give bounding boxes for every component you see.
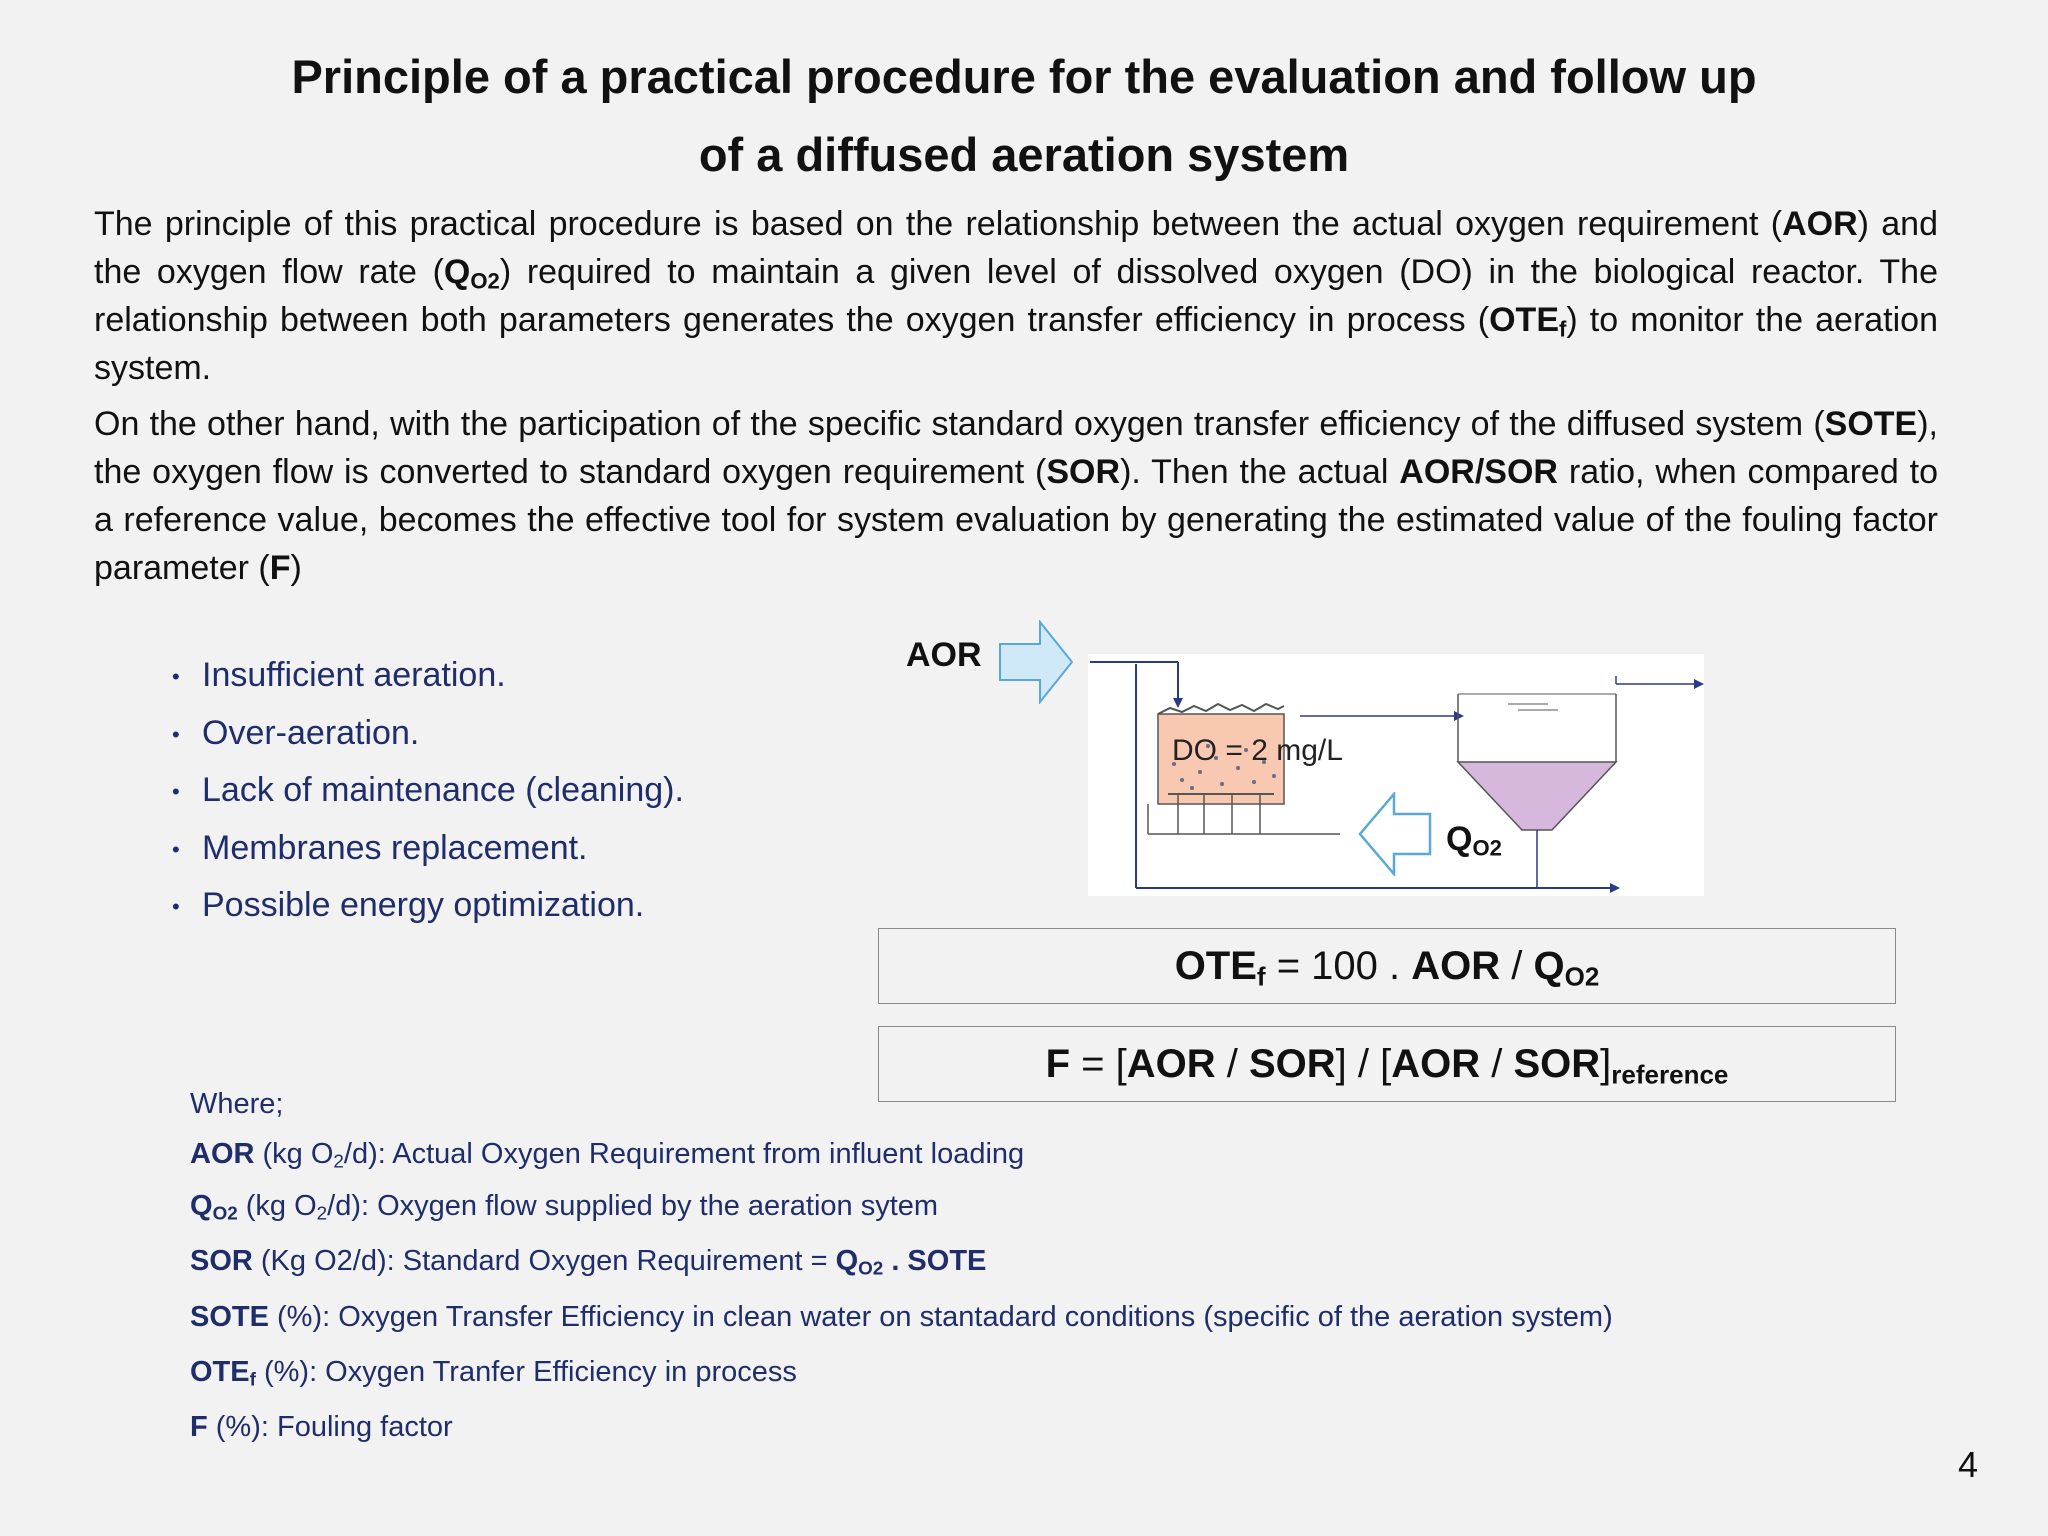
second-paragraph	[94, 400, 1938, 592]
sote-term: SOTE	[1824, 405, 1918, 443]
text: ) and the oxygen flow rate (	[94, 205, 1938, 291]
bullet-text: Lack of maintenance (cleaning).	[202, 771, 684, 809]
text: ), the oxygen flow is converted to standard oxygen requirement (	[94, 405, 1938, 491]
text: ). Then the actual	[1120, 453, 1400, 491]
bullet-item	[172, 763, 684, 821]
bullet-text: Membranes replacement.	[202, 828, 588, 867]
text: The principle of this practical procedure is based on the relationship between the actual oxygen requirement (	[94, 205, 1783, 243]
fouling-formula: $F = [AOR / SOR] / [AOR / SOR]_{reference}$	[878, 1026, 1896, 1102]
bullet-item	[172, 878, 684, 936]
intro-paragraph	[94, 200, 1938, 392]
text: ) required to maintain a given level of dissolved oxygen (DO) in the biological reactor. The relationship between both parameters generates the oxygen transfer efficiency in process (	[94, 253, 1938, 339]
bullet-item	[172, 706, 684, 764]
bullet-dot-icon: •	[172, 894, 180, 920]
title-line-2: of a diffused aeration system	[698, 128, 1350, 181]
aor-label: AOR	[906, 636, 982, 674]
bullet-dot-icon: •	[172, 664, 180, 690]
aor-term: AOR	[1782, 205, 1858, 243]
f-term: F	[269, 549, 291, 587]
text: On the other hand, with the participation of the specific standard oxygen transfer efficiency of the diffused system (	[94, 405, 1825, 443]
otef-formula: $OTE_f = 100$ . AOR / $Q_{O2}$	[878, 928, 1896, 1004]
bullet-dot-icon: •	[172, 721, 180, 747]
text: ratio, when compared to a reference value, becomes the effective tool for system evaluation by generating the estimated value of the fouling factor parameter (	[94, 453, 1938, 587]
qo2-arrow-icon	[1358, 792, 1432, 876]
slide-title	[0, 38, 2048, 194]
def-aor: AOR (kg $O_2/d$): Actual Oxygen Requirement from influent loading	[190, 1138, 1025, 1172]
do-label: DO = 2 mg/L	[1172, 734, 1343, 767]
aor-sor-term: AOR/SOR	[1399, 453, 1558, 491]
bullet-text: Over-aeration.	[202, 713, 420, 752]
sor-term: SOR	[1046, 453, 1121, 491]
bullet-item	[172, 648, 684, 706]
bullet-text: Possible energy optimization.	[202, 886, 645, 924]
title-line-1: Principle of a practical procedure for the evaluation and follow up	[291, 50, 1757, 103]
text: ) to monitor the aeration system.	[94, 301, 1938, 387]
otef-term: $OTE_f$	[1489, 301, 1567, 342]
def-sor: SOR (Kg O2/d): Standard Oxygen Requirement = $Q_{O2}$ . SOTE	[190, 1245, 987, 1279]
bullet-dot-icon: •	[172, 779, 180, 805]
bullet-item	[172, 821, 684, 879]
def-otef: $OTE_f$ (%): Oxygen Tranfer Efficiency in process	[190, 1356, 797, 1390]
qo2-term: $Q_{O2}$	[443, 253, 500, 294]
bullet-text: Insufficient aeration.	[202, 656, 506, 694]
def-f: F (%): Fouling factor	[190, 1411, 453, 1443]
bullet-list	[172, 648, 684, 936]
def-sote: SOTE (%): Oxygen Transfer Efficiency in clean water on stantadard conditions (specific of the aeration system)	[190, 1301, 1613, 1333]
text: )	[290, 549, 302, 587]
qo2-label: $Q_{O2}$	[1446, 820, 1502, 861]
def-qo2: $Q_{O2}$ (kg $O_2/d$): Oxygen flow supplied by the aeration sytem	[190, 1190, 939, 1224]
bullet-dot-icon: •	[172, 836, 180, 862]
where-label: Where;	[190, 1088, 284, 1120]
aor-arrow-icon	[998, 620, 1074, 704]
page-number: 4	[1958, 1444, 1979, 1485]
